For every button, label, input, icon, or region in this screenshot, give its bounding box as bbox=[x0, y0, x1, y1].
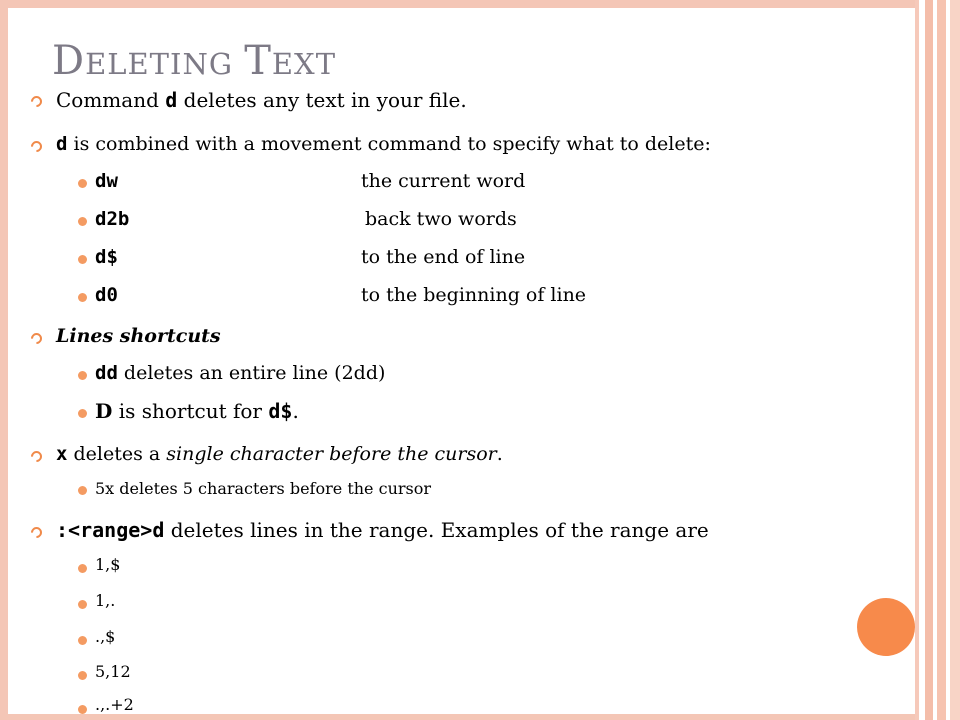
move-desc: to the beginning of line bbox=[361, 284, 587, 306]
shortcut-D: D is shortcut for d$. bbox=[95, 399, 299, 423]
bullet-lines-shortcuts: Lines shortcuts bbox=[56, 325, 221, 347]
move-item: dw bbox=[95, 170, 118, 192]
bullet-range: :<range>d deletes lines in the range. Examples of the range are bbox=[56, 518, 709, 542]
level2-bullet-icon bbox=[78, 486, 87, 495]
level2-bullet-icon bbox=[78, 409, 87, 418]
move-item: d2b bbox=[95, 208, 130, 230]
level2-bullet-icon bbox=[78, 600, 87, 609]
range-example: 1,$ bbox=[95, 555, 121, 574]
decorative-orange-circle bbox=[857, 598, 915, 656]
slide-title: DELETING TEXT bbox=[52, 38, 337, 84]
x-example: 5x deletes 5 characters before the cursor bbox=[95, 479, 432, 498]
decorative-side-strips bbox=[915, 0, 960, 720]
range-example: 5,12 bbox=[95, 662, 131, 681]
move-item: d0 bbox=[95, 284, 118, 306]
bullet-x: x deletes a single character before the cursor. bbox=[56, 443, 503, 465]
level2-bullet-icon bbox=[78, 293, 87, 302]
range-example: .,.+2 bbox=[95, 695, 134, 714]
bullet-command-d: Command d deletes any text in your file. bbox=[56, 88, 467, 112]
move-desc: back two words bbox=[365, 208, 517, 230]
level2-bullet-icon bbox=[78, 371, 87, 380]
level2-bullet-icon bbox=[78, 179, 87, 188]
level2-bullet-icon bbox=[78, 564, 87, 573]
range-example: .,$ bbox=[95, 627, 116, 646]
move-desc: to the end of line bbox=[361, 246, 526, 268]
level2-bullet-icon bbox=[78, 636, 87, 645]
move-item: d$ bbox=[95, 246, 118, 268]
level2-bullet-icon bbox=[78, 255, 87, 264]
shortcut-dd: dd deletes an entire line (2dd) bbox=[95, 362, 386, 384]
level2-bullet-icon bbox=[78, 671, 87, 680]
level2-bullet-icon bbox=[78, 705, 87, 714]
range-example: 1,. bbox=[95, 591, 116, 610]
level2-bullet-icon bbox=[78, 217, 87, 226]
bullet-d-combined: d is combined with a movement command to specify what to delete: bbox=[56, 133, 711, 155]
move-desc: the current word bbox=[361, 170, 526, 192]
